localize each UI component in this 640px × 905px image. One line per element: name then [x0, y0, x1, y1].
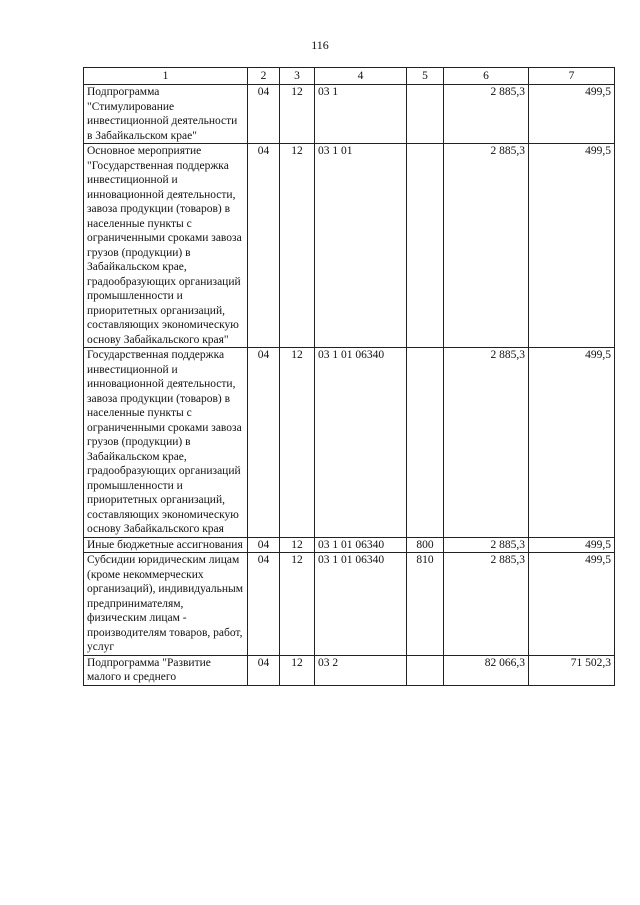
table-row	[84, 655, 615, 685]
row-value-2: 499,5	[529, 553, 615, 656]
row-name: Подпрограмма "Развитие малого и среднего	[84, 655, 248, 685]
row-section: 04	[248, 348, 280, 538]
row-code: 03 1	[315, 85, 407, 144]
header-col-3: 3	[280, 68, 315, 85]
table-row	[84, 144, 615, 348]
table-row	[84, 85, 615, 144]
row-section: 04	[248, 144, 280, 348]
row-type	[407, 348, 444, 538]
row-type	[407, 85, 444, 144]
header-col-2: 2	[248, 68, 280, 85]
row-subsection: 12	[280, 553, 315, 656]
row-code: 03 1 01 06340	[315, 537, 407, 553]
row-name: Субсидии юридическим лицам (кроме некоммерческих организаций), индивидуальным предпринимателям, физическим лицам - производителям товаров, работ, услуг	[84, 553, 248, 656]
row-value-1: 2 885,3	[444, 144, 529, 348]
budget-table	[83, 67, 615, 686]
row-value-2: 499,5	[529, 85, 615, 144]
row-type: 800	[407, 537, 444, 553]
row-code: 03 2	[315, 655, 407, 685]
row-section: 04	[248, 537, 280, 553]
row-section: 04	[248, 553, 280, 656]
row-value-2: 499,5	[529, 144, 615, 348]
row-value-2: 499,5	[529, 537, 615, 553]
row-value-1: 82 066,3	[444, 655, 529, 685]
row-subsection: 12	[280, 537, 315, 553]
row-value-1: 2 885,3	[444, 85, 529, 144]
header-col-6: 6	[444, 68, 529, 85]
header-col-1: 1	[84, 68, 248, 85]
header-col-4: 4	[315, 68, 407, 85]
row-type	[407, 144, 444, 348]
row-code: 03 1 01 06340	[315, 348, 407, 538]
row-subsection: 12	[280, 144, 315, 348]
page-number: 116	[311, 38, 329, 52]
row-value-1: 2 885,3	[444, 348, 529, 538]
row-name: Основное мероприятие "Государственная поддержка инвестиционной и инновационной деятельности, завоза продукции (товаров) в населенные пункты с ограниченными сроками завоза грузов (продукции) в Забайкальском крае, градообразующих организаций промышленности и приоритетных организаций, составляющих экономическую основу Забайкальского края"	[84, 144, 248, 348]
table-header-row	[84, 68, 615, 85]
row-type	[407, 655, 444, 685]
row-value-1: 2 885,3	[444, 553, 529, 656]
row-name: Иные бюджетные ассигнования	[84, 537, 248, 553]
header-col-7: 7	[529, 68, 615, 85]
row-value-2: 499,5	[529, 348, 615, 538]
row-subsection: 12	[280, 348, 315, 538]
table-row	[84, 553, 615, 656]
row-subsection: 12	[280, 655, 315, 685]
row-type: 810	[407, 553, 444, 656]
row-section: 04	[248, 655, 280, 685]
row-section: 04	[248, 85, 280, 144]
table-row	[84, 348, 615, 538]
row-subsection: 12	[280, 85, 315, 144]
row-value-2: 71 502,3	[529, 655, 615, 685]
row-code: 03 1 01	[315, 144, 407, 348]
row-name: Подпрограмма "Стимулирование инвестиционной деятельности в Забайкальском крае"	[84, 85, 248, 144]
header-col-5: 5	[407, 68, 444, 85]
table-row	[84, 537, 615, 553]
row-value-1: 2 885,3	[444, 537, 529, 553]
row-name: Государственная поддержка инвестиционной и инновационной деятельности, завоза продукции (товаров) в населенные пункты с ограниченными сроками завоза грузов (продукции) в Забайкальском крае, градообразующих организаций промышленности и приоритетных организаций, составляющих экономическую основу Забайкальского края	[84, 348, 248, 538]
row-code: 03 1 01 06340	[315, 553, 407, 656]
